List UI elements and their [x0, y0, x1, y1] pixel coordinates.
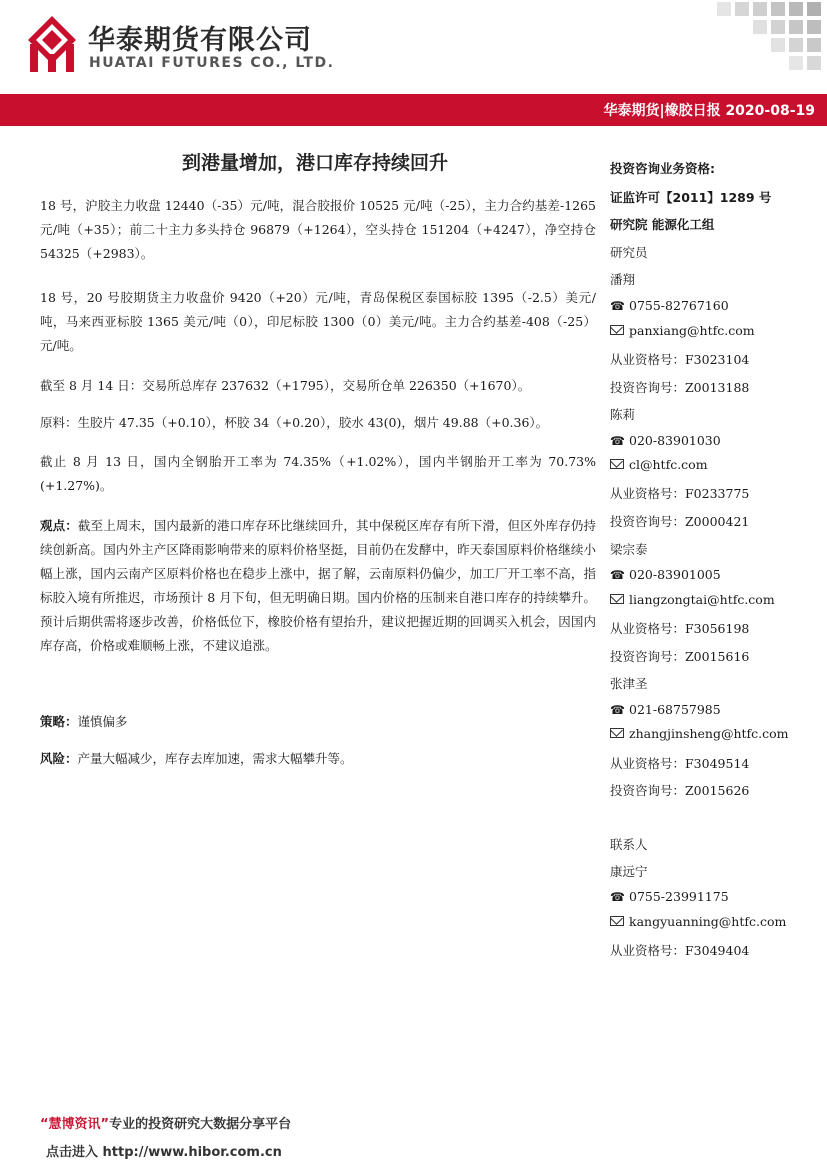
footer-brand: “慧博资讯”	[40, 1117, 110, 1132]
company-name-cn: 华泰期货有限公司	[88, 25, 312, 56]
analyst-advisory: 投资咨询号：Z0013188	[610, 380, 750, 395]
decorative-squares-icon	[567, 0, 827, 80]
contact-email[interactable]: kangyuanning@htfc.com	[610, 914, 786, 929]
role-label: 研究员	[610, 245, 648, 260]
footer-slogan	[40, 1113, 291, 1132]
mail-icon	[610, 728, 624, 738]
strategy-label: 策略：	[40, 714, 78, 729]
tire-operating-rate-paragraph: 截止 8 月 13 日，国内全钢胎开工率为 74.35%（+1.02%），国内半钢胎开工率为 70.73%(+1.27%)。	[40, 454, 596, 493]
contact-phone: ☎ 0755-23991175	[610, 889, 729, 904]
mail-icon	[610, 594, 624, 604]
company-name-en: HUATAI FUTURES CO., LTD.	[89, 55, 335, 71]
analyst-email[interactable]: liangzongtai@htfc.com	[610, 592, 775, 607]
analyst-name: 潘翔	[610, 272, 636, 287]
analyst-name: 梁宗泰	[610, 542, 648, 557]
analyst-phone: ☎ 0755-82767160	[610, 298, 729, 313]
phone-icon: ☎	[610, 890, 625, 904]
market-paragraph-2: 18 号，20 号胶期货主力收盘价 9420（+20）元/吨，青岛保税区泰国标胶 1395（-2.5）美元/吨，马来西亚标胶 1365 美元/吨（0），印尼标胶 1300（0）美元/吨。主力合约基差-408（-25）元/吨。	[40, 290, 596, 353]
footer-slogan-text: 专业的投资研究大数据分享平台	[109, 1117, 292, 1132]
analyst-phone: ☎ 020-83901030	[610, 433, 721, 448]
analyst-phone: ☎ 020-83901005	[610, 567, 721, 582]
mail-icon	[610, 325, 624, 335]
view-label: 观点：	[40, 518, 78, 533]
analyst-cert: 从业资格号：F3023104	[610, 352, 750, 367]
inventory-paragraph: 截至 8 月 14 日：交易所总库存 237632（+1795），交易所仓单 226350（+1670）。	[40, 378, 531, 393]
footer-link[interactable]: 点击进入 http://www.hibor.com.cn	[46, 1145, 282, 1160]
analyst-name: 张津圣	[610, 676, 648, 691]
analyst-cert: 从业资格号：F3056198	[610, 621, 750, 636]
analyst-phone: ☎ 021-68757985	[610, 702, 721, 717]
analyst-advisory: 投资咨询号：Z0000421	[610, 514, 750, 529]
report-title: 到港量增加，港口库存持续回升	[181, 152, 448, 174]
phone-icon: ☎	[610, 568, 625, 582]
phone-icon: ☎	[610, 299, 625, 313]
phone-icon: ☎	[610, 703, 625, 717]
risk-text: 产量大幅减少，库存去库加速，需求大幅攀升等。	[77, 751, 353, 766]
mail-icon	[610, 916, 624, 926]
analyst-cert: 从业资格号：F3049514	[610, 756, 750, 771]
mail-icon	[610, 459, 624, 469]
analyst-email[interactable]: zhangjinsheng@htfc.com	[610, 726, 789, 741]
phone-icon: ☎	[610, 434, 625, 448]
strategy-text: 谨慎偏多	[77, 714, 128, 729]
license-number: 证监许可【2011】1289 号	[610, 190, 772, 205]
banner-text: 华泰期货|橡胶日报 2020-08-19	[603, 103, 815, 119]
contact-title: 联系人	[610, 837, 648, 852]
qualification-title: 投资咨询业务资格:	[610, 161, 715, 176]
contact-name: 康远宁	[610, 864, 648, 879]
view-paragraph	[40, 514, 596, 658]
analyst-name: 陈莉	[610, 407, 636, 422]
view-text: 截至上周末，国内最新的港口库存环比继续回升，其中保税区库存有所下滑，但区外库存仍持续创新高。国内外主产区降雨影响带来的原料价格坚挺，目前仍在发酵中，昨天泰国原料价格继续小幅上涨，国内云南产区原料价格也在稳步上涨中，据了解，云南原料仍偏少，加工厂开工率不高，指标胶入境有所推迟，市场预计 8 月下旬，但无明确日期。国内价格的压制来自港口库存的持续攀升。预计后期供需将逐步改善，价格低位下，橡胶价格有望抬升，建议把握近期的回调买入机会，因国内库存高，价格或难顺畅上涨，不建议追涨。	[40, 518, 596, 653]
institute-name: 研究院 能源化工组	[610, 217, 715, 232]
analyst-email[interactable]: cl@htfc.com	[610, 457, 708, 472]
analyst-advisory: 投资咨询号：Z0015616	[610, 649, 750, 664]
risk-label: 风险：	[40, 751, 78, 766]
huatai-logo-icon	[26, 14, 78, 74]
analyst-cert: 从业资格号：F0233775	[610, 486, 750, 501]
market-paragraph-1: 18 号，沪胶主力收盘 12440（-35）元/吨，混合胶报价 10525 元/吨（-25），主力合约基差-1265 元/吨（+35）；前二十主力多头持仓 96879（+1264），空头持仓 151204（+4247），净空持仓 54325（+2983）。	[40, 198, 596, 261]
analyst-email[interactable]: panxiang@htfc.com	[610, 323, 755, 338]
strategy-paragraph	[40, 710, 596, 734]
risk-paragraph	[40, 747, 596, 771]
contact-cert: 从业资格号：F3049404	[610, 943, 750, 958]
raw-material-paragraph: 原料：生胶片 47.35（+0.10），杯胶 34（+0.20），胶水 43(0)，烟片 49.88（+0.36）。	[40, 415, 549, 430]
analyst-advisory: 投资咨询号：Z0015626	[610, 783, 750, 798]
